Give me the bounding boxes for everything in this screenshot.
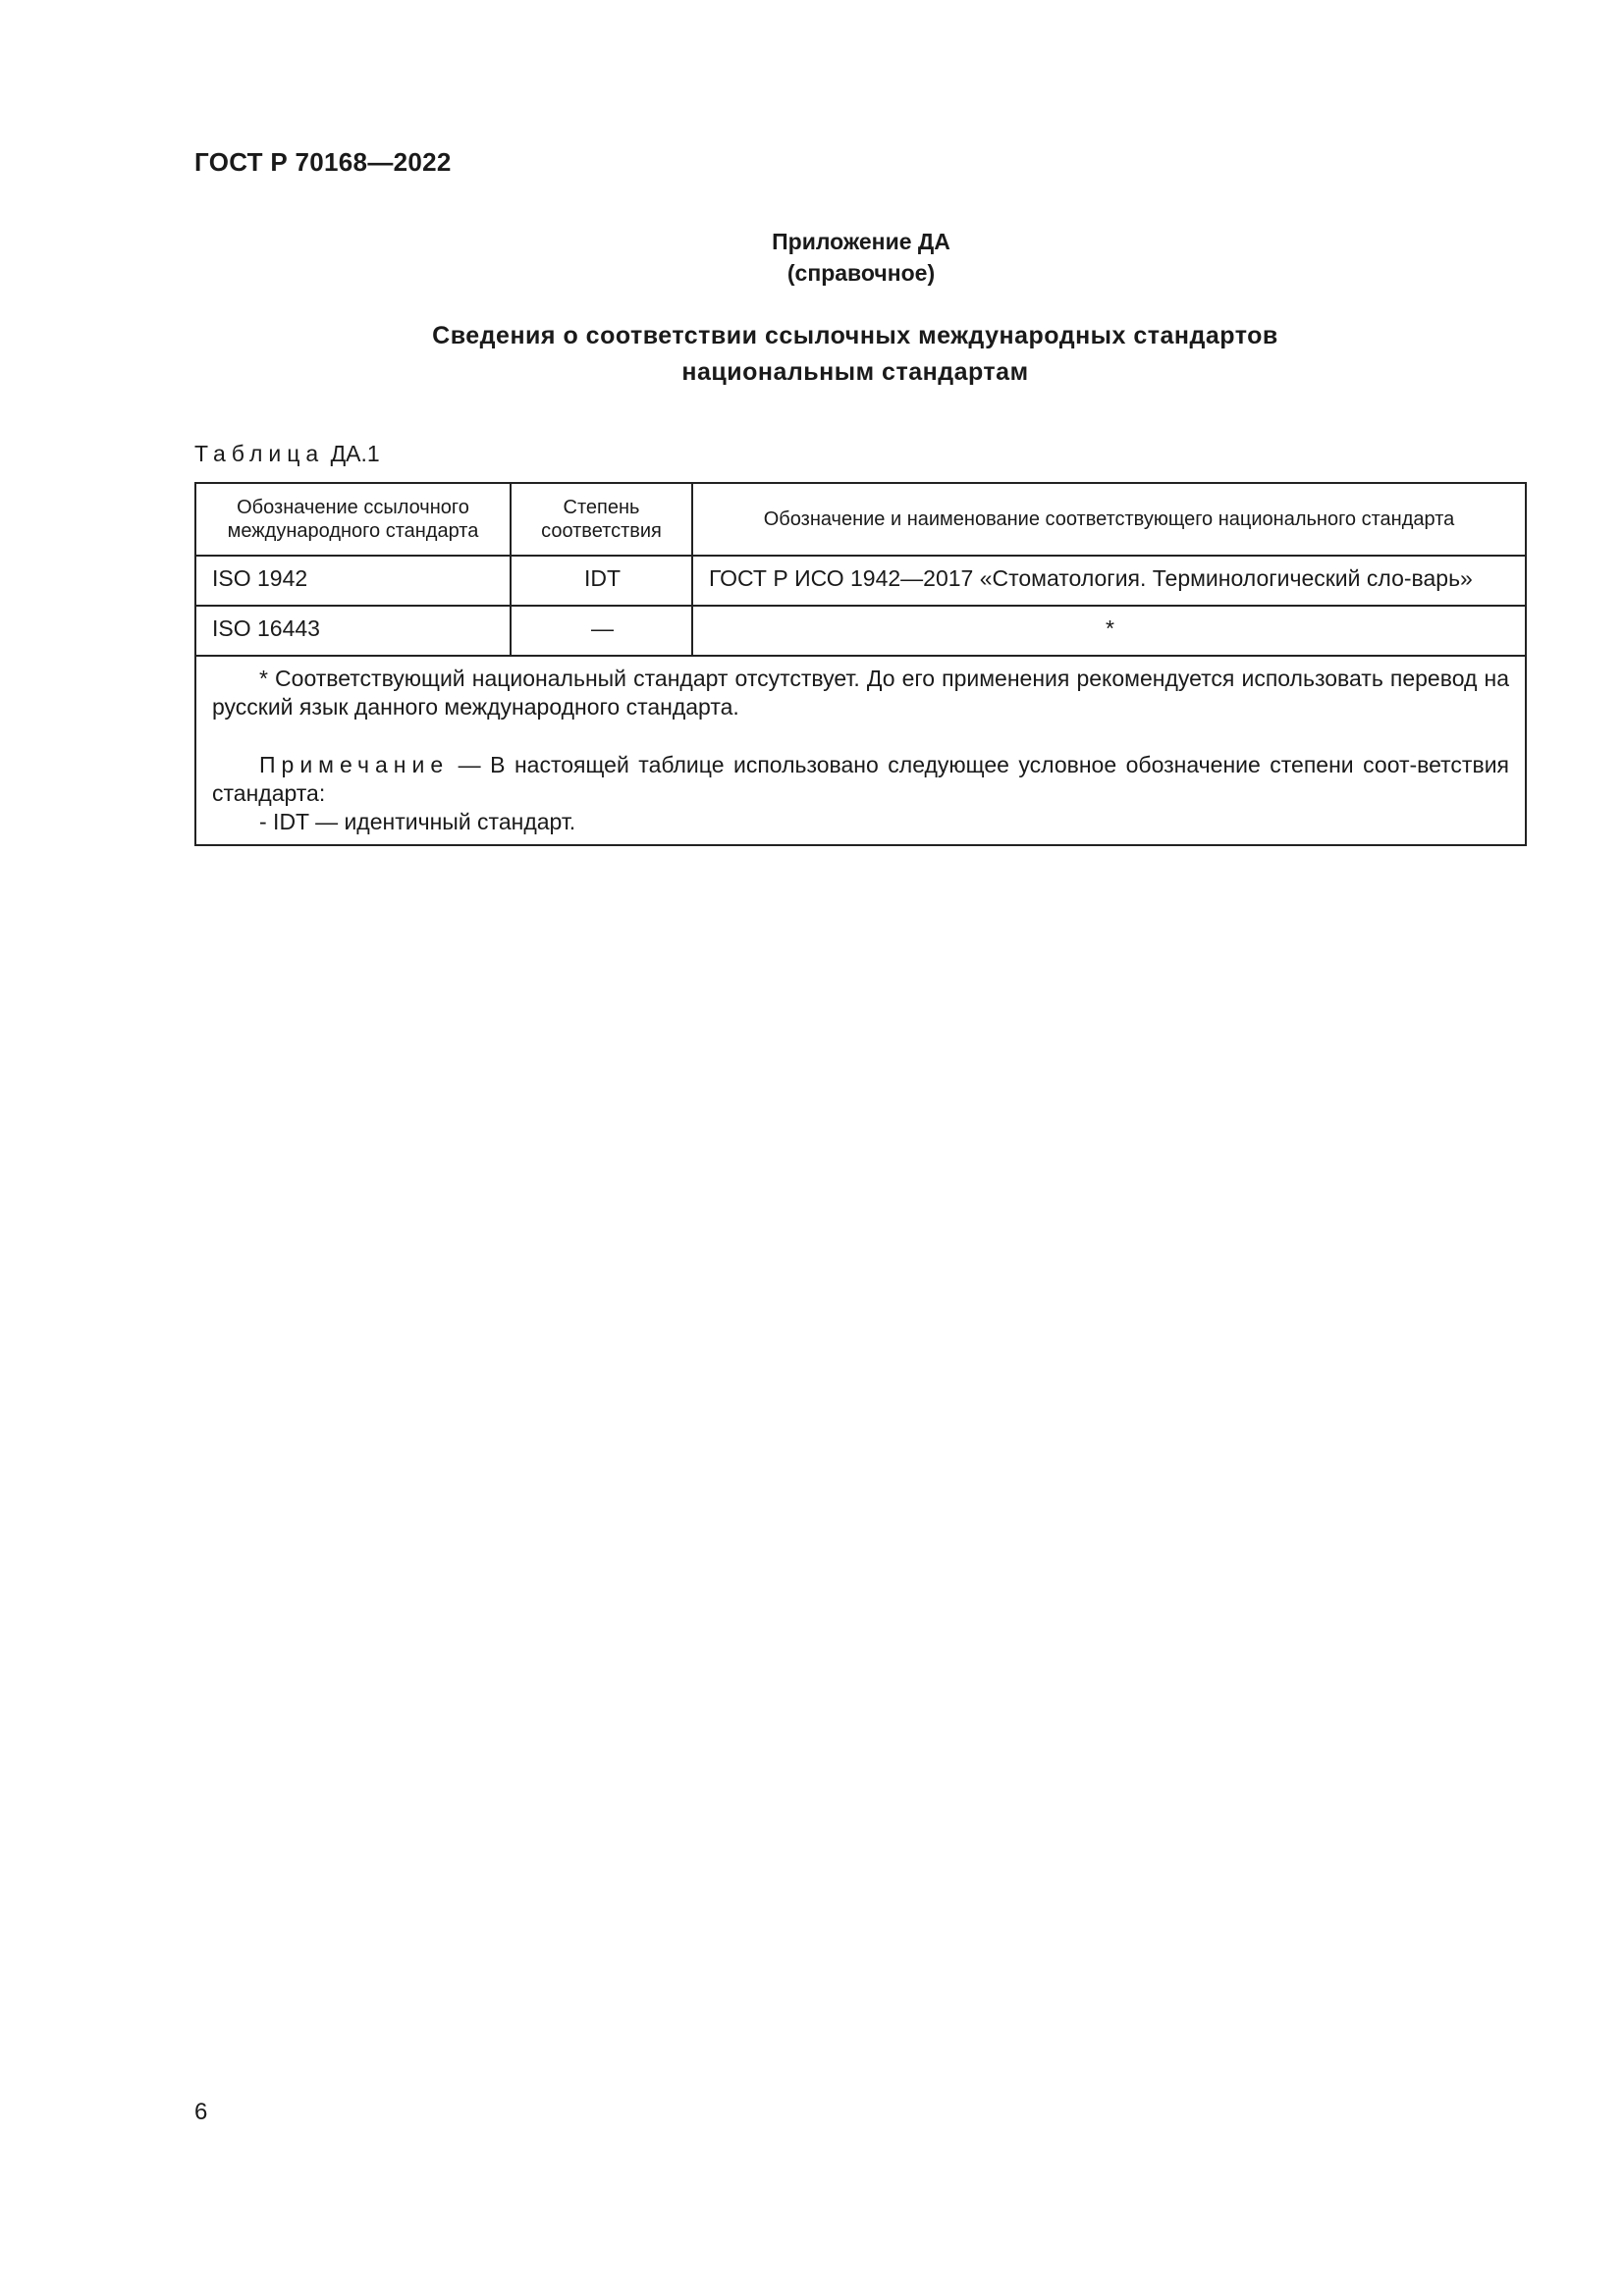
cell-national-standard: *	[692, 606, 1526, 656]
appendix-subtitle: (справочное)	[786, 260, 936, 286]
cell-degree: IDT	[511, 556, 692, 606]
table-row	[195, 556, 1526, 606]
table-notes-cell	[195, 656, 1526, 845]
cell-international-standard: ISO 16443	[195, 606, 511, 656]
table-note	[212, 751, 1509, 808]
table-notes-row	[195, 656, 1526, 845]
notes-spacer	[212, 721, 1509, 751]
column-header-international-standard: Обозначение ссылочного международного стандарта	[195, 483, 511, 556]
section-title-line-2: национальным стандартам	[681, 358, 1029, 386]
document-code-header: ГОСТ Р 70168—2022	[194, 147, 452, 177]
note-text: — В настоящей таблице использовано следующее условное обозначение степени соот-ветствия стандарта:	[212, 752, 1509, 806]
table-header-row	[195, 483, 1526, 556]
table-caption	[194, 439, 380, 468]
section-title-line-1: Сведения о соответствии ссылочных международных стандартов	[432, 322, 1278, 349]
cell-degree: —	[511, 606, 692, 656]
column-header-national-standard: Обозначение и наименование соответствующего национального стандарта	[692, 483, 1526, 556]
page-number: 6	[194, 2099, 208, 2125]
table-caption-number: ДА.1	[330, 441, 380, 466]
table-row	[195, 606, 1526, 656]
appendix-title: Приложение ДА	[772, 229, 950, 254]
section-title	[214, 318, 1496, 391]
note-list-item: - IDT — идентичный стандарт.	[259, 809, 576, 834]
cell-national-standard: ГОСТ Р ИСО 1942—2017 «Стоматология. Терминологический сло-варь»	[692, 556, 1526, 606]
table-footnote: * Соответствующий национальный стандарт отсутствует. До его применения рекомендуется использовать перевод на русский язык данного международного стандарта.	[212, 666, 1509, 720]
appendix-heading	[214, 226, 1508, 289]
conformity-table	[194, 482, 1527, 846]
note-label: Примечание	[259, 752, 450, 777]
table-caption-word: Таблица	[194, 441, 325, 466]
cell-international-standard: ISO 1942	[195, 556, 511, 606]
column-header-degree: Степень соответствия	[511, 483, 692, 556]
